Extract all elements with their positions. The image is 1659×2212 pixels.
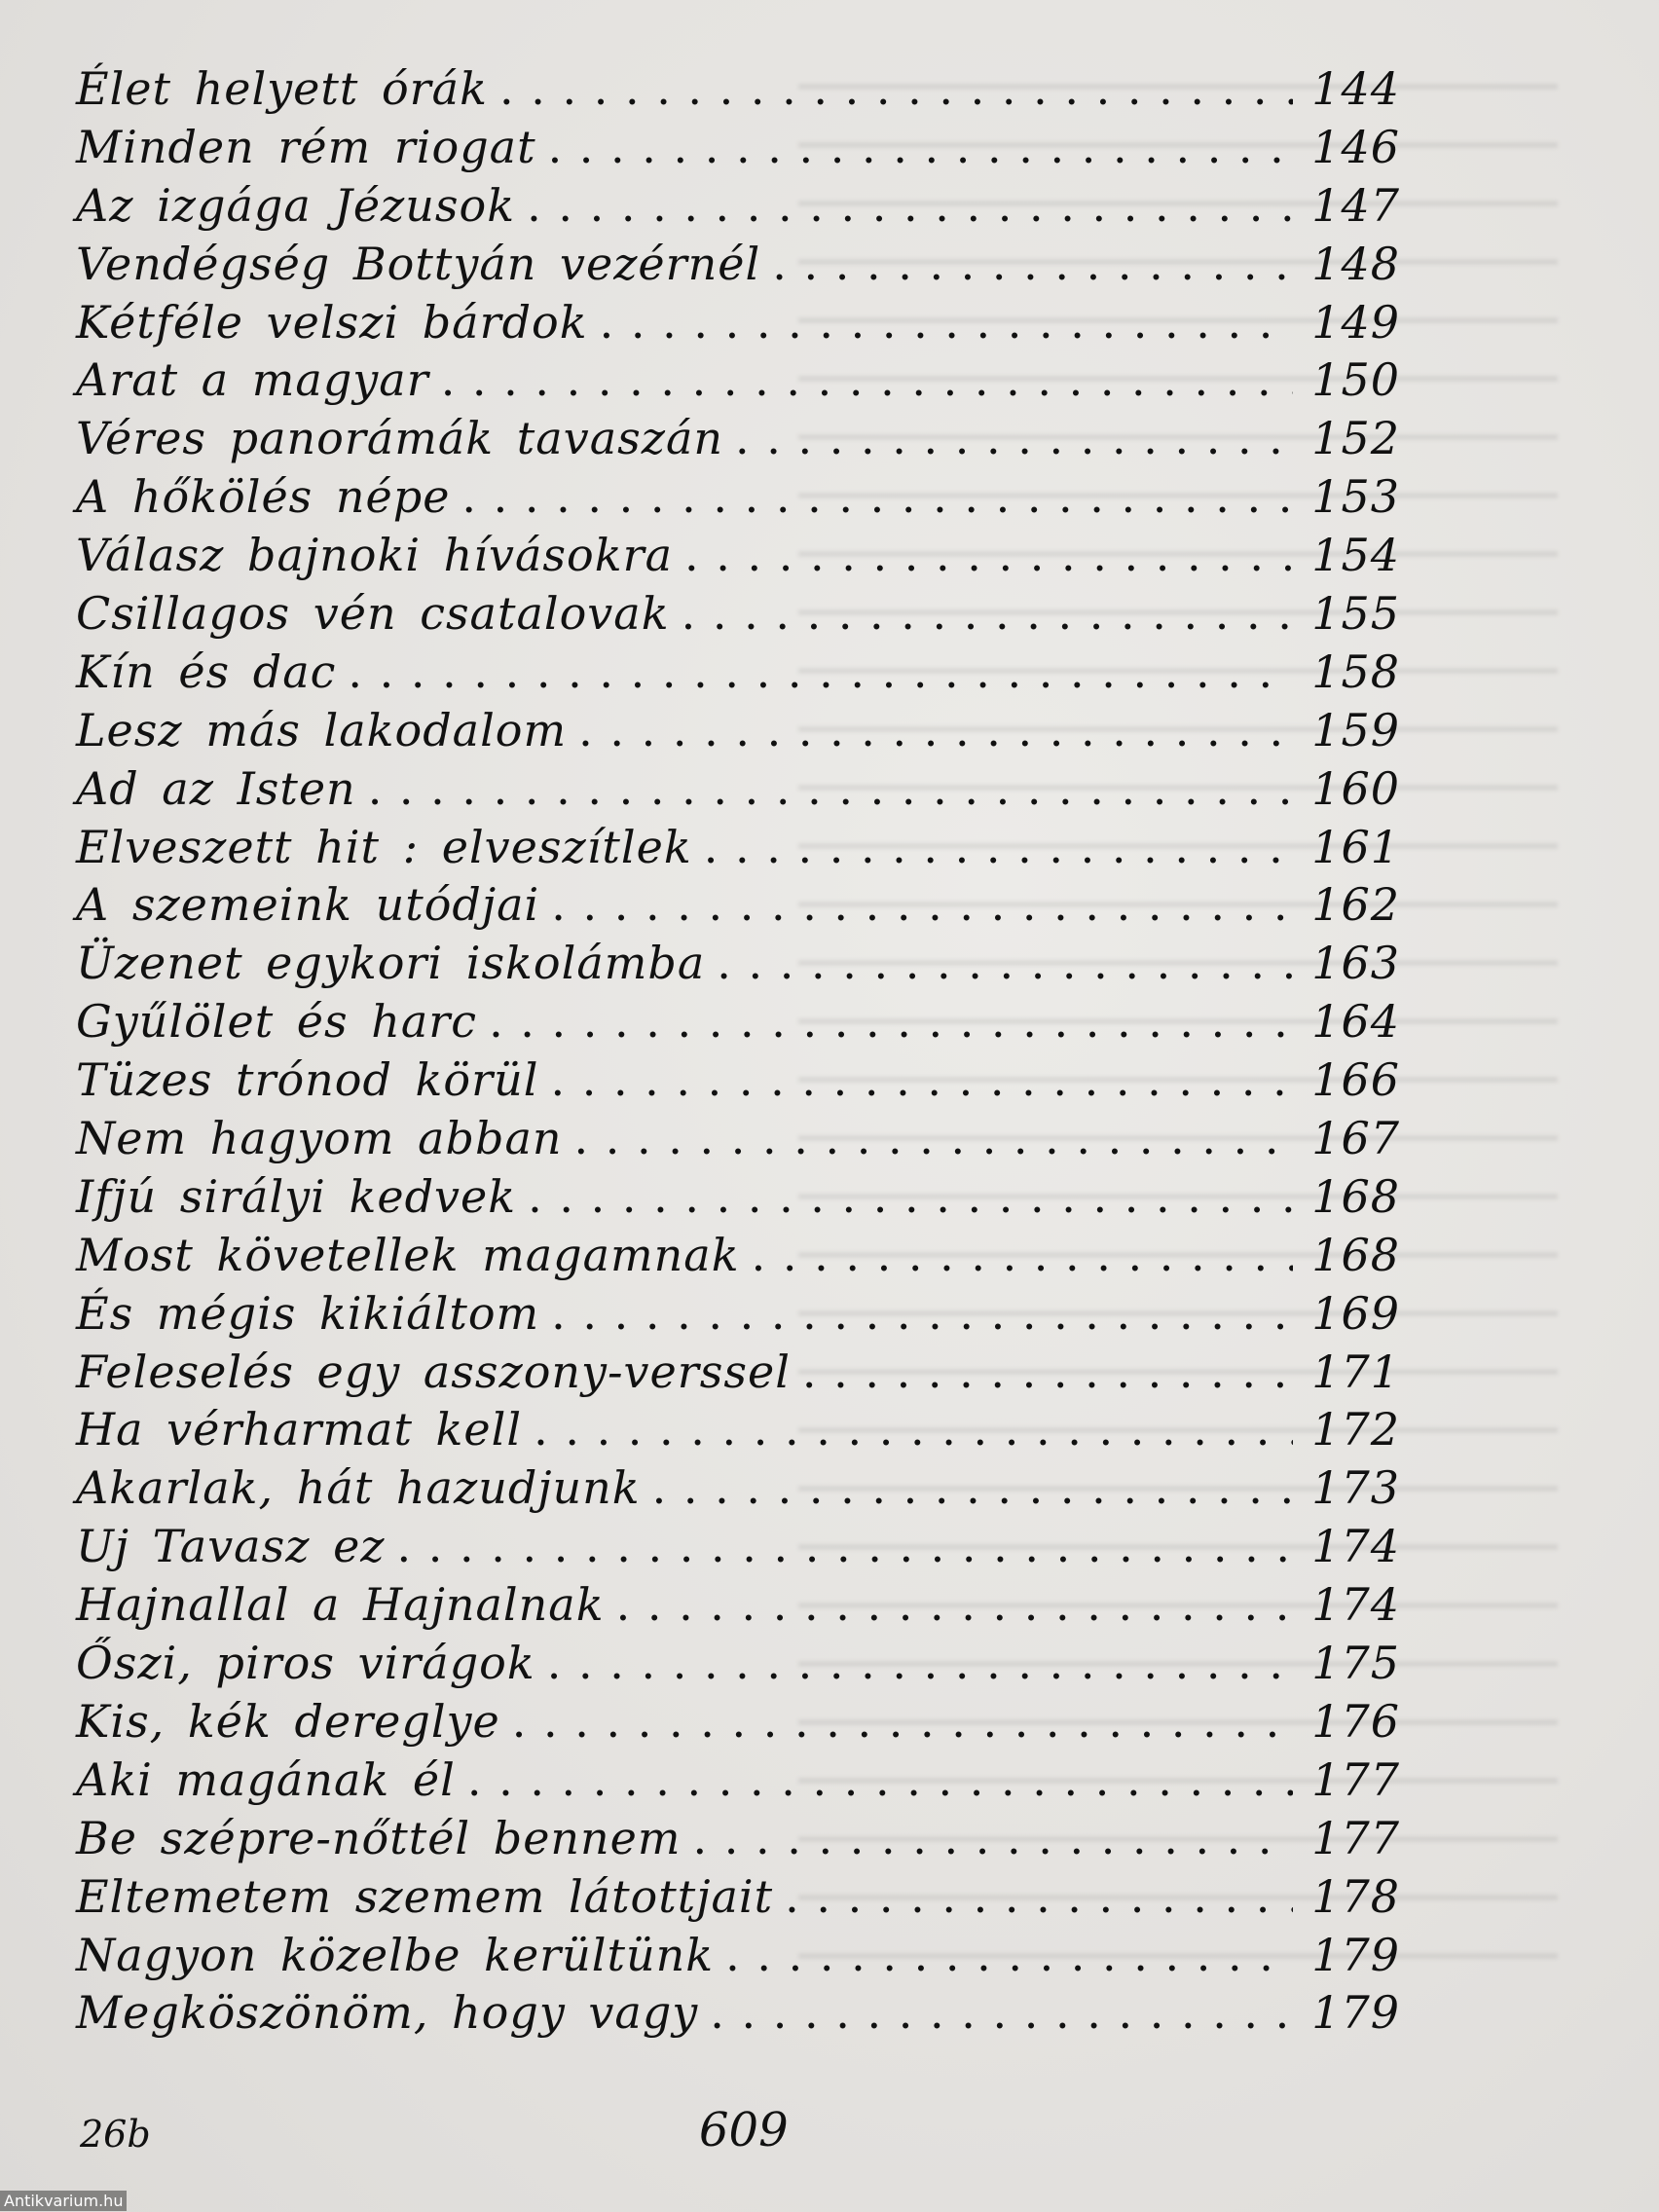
toc-entry-title: Ifjú sirályi kedvek: [76, 1169, 517, 1223]
toc-entry-page: 153: [1311, 470, 1400, 524]
dot-leader: [704, 819, 1293, 877]
toc-entry-page: 164: [1311, 995, 1400, 1049]
dot-leader: [616, 1576, 1293, 1635]
toc-entry: [76, 644, 1400, 702]
dot-leader: [578, 702, 1293, 760]
toc-entry-title: Vendégség Bottyán vezérnél: [76, 237, 761, 290]
toc-entry-title: Kis, kék dereglye: [76, 1694, 500, 1748]
toc-entry: [76, 1751, 1400, 1810]
toc-entry-title: Aki magának él: [76, 1752, 456, 1806]
toc-entry-title: A szemeink utódjai: [76, 878, 540, 932]
dot-leader: [752, 1227, 1293, 1285]
dot-leader: [547, 1635, 1293, 1693]
toc-entry-title: Őszi, piros virágok: [76, 1637, 535, 1690]
toc-entry-page: 174: [1311, 1578, 1400, 1632]
toc-entry-title: És mégis kikiáltom: [76, 1286, 540, 1340]
toc-entry-page: 150: [1311, 353, 1400, 407]
toc-entry-page: 144: [1311, 62, 1400, 115]
toc-entry: [76, 1051, 1400, 1110]
toc-entry-page: 179: [1311, 1928, 1400, 1981]
toc-entry-page: 171: [1311, 1345, 1400, 1398]
toc-entry-title: Kétféle velszi bárdok: [76, 295, 588, 349]
toc-entry-title: Tüzes trónod körül: [76, 1053, 539, 1107]
toc-entry: [76, 702, 1400, 760]
dot-leader: [684, 527, 1293, 585]
toc-entry-page: 159: [1311, 703, 1400, 756]
dot-leader: [467, 1751, 1293, 1810]
toc-entry: [76, 1576, 1400, 1635]
toc-entry: [76, 1927, 1400, 1985]
dot-leader: [441, 351, 1293, 410]
toc-entry-page: 172: [1311, 1403, 1400, 1456]
toc-entry-page: 174: [1311, 1520, 1400, 1573]
dot-leader: [693, 1810, 1293, 1868]
toc-entry-title: Az izgága Jézusok: [76, 178, 516, 232]
page-number: 609: [699, 2103, 789, 2157]
toc-entry-title: Minden rém riogat: [76, 120, 536, 173]
toc-entry: [76, 819, 1400, 877]
toc-entry-title: Be szépre-nőttél bennem: [76, 1811, 682, 1864]
toc-entry-title: Válasz bajnoki hívásokra: [76, 529, 674, 582]
dot-leader: [461, 468, 1293, 527]
dot-leader: [550, 1051, 1293, 1110]
toc-entry: [76, 60, 1400, 119]
toc-entry-page: 177: [1311, 1752, 1400, 1806]
toc-entry-title: Feleselés egy asszony-verssel: [76, 1345, 791, 1398]
toc-entry-page: 173: [1311, 1461, 1400, 1515]
toc-entry-page: 179: [1311, 1986, 1400, 2040]
dot-leader: [717, 935, 1293, 993]
toc-entry: [76, 876, 1400, 935]
dot-leader: [548, 119, 1293, 177]
toc-entry-title: Most követellek magamnak: [76, 1228, 740, 1281]
toc-entry-page: 160: [1311, 761, 1400, 815]
toc-entry-title: Lesz más lakodalom: [76, 703, 568, 756]
toc-entry: [76, 1110, 1400, 1168]
toc-entry-page: 168: [1311, 1169, 1400, 1223]
toc-entry: [76, 236, 1400, 294]
toc-entry-title: Gyűlölet és harc: [76, 995, 478, 1049]
toc-entry-page: 154: [1311, 529, 1400, 582]
dot-leader: [489, 993, 1293, 1051]
signature-mark: 26b: [80, 2113, 151, 2156]
dot-leader: [499, 60, 1293, 119]
dot-leader: [397, 1518, 1293, 1576]
toc-entry-title: Ha vérharmat kell: [76, 1403, 523, 1456]
toc-entry-page: 167: [1311, 1112, 1400, 1165]
toc-entry-title: Ad az Isten: [76, 761, 356, 815]
toc-entry-page: 149: [1311, 295, 1400, 349]
toc-entry-title: Hajnallal a Hajnalnak: [76, 1578, 605, 1632]
toc-entry: [76, 1984, 1400, 2043]
toc-entry-page: 163: [1311, 937, 1400, 990]
toc-entry: [76, 1810, 1400, 1868]
toc-entry-page: 168: [1311, 1228, 1400, 1281]
toc-entry: [76, 468, 1400, 527]
toc-entry-page: 177: [1311, 1811, 1400, 1864]
toc-entry-page: 147: [1311, 178, 1400, 232]
toc-entry-title: Uj Tavasz ez: [76, 1520, 386, 1573]
dot-leader: [710, 1984, 1293, 2043]
dot-leader: [551, 1285, 1293, 1344]
toc-entry-title: Elveszett hit : elveszítlek: [76, 820, 692, 873]
dot-leader: [785, 1868, 1293, 1927]
toc-entry: [76, 1168, 1400, 1227]
toc-entry-title: Nem hagyom abban: [76, 1112, 563, 1165]
toc-entry: [76, 527, 1400, 585]
toc-entry: [76, 1285, 1400, 1344]
toc-entry-title: Nagyon közelbe kerültünk: [76, 1928, 715, 1981]
toc-entry-page: 161: [1311, 820, 1400, 873]
toc-entry-page: 158: [1311, 645, 1400, 698]
dot-leader: [682, 585, 1293, 644]
toc-entry: [76, 760, 1400, 819]
toc-entry-title: Csillagos vén csatalovak: [76, 587, 670, 641]
toc-entry: [76, 585, 1400, 644]
toc-entry-page: 176: [1311, 1694, 1400, 1748]
toc-entry: [76, 1459, 1400, 1518]
toc-entry: [76, 1868, 1400, 1927]
dot-leader: [802, 1344, 1293, 1402]
toc-entry: [76, 177, 1400, 236]
dot-leader: [527, 177, 1293, 236]
toc-entry: [76, 119, 1400, 177]
toc-entry-page: 169: [1311, 1286, 1400, 1340]
toc-entry-title: Akarlak, hát hazudjunk: [76, 1461, 641, 1515]
toc-entry-title: Arat a magyar: [76, 353, 429, 407]
toc-entry-page: 178: [1311, 1869, 1400, 1923]
toc-entry: [76, 351, 1400, 410]
toc-entry-page: 175: [1311, 1637, 1400, 1690]
toc-entry-title: Eltemetem szemem látottjait: [76, 1869, 774, 1923]
toc-entry: [76, 294, 1400, 352]
dot-leader: [348, 644, 1293, 702]
toc-entry-page: 155: [1311, 587, 1400, 641]
toc-entry: [76, 410, 1400, 468]
dot-leader: [652, 1459, 1293, 1518]
toc-entry-page: 152: [1311, 412, 1400, 465]
dot-leader: [600, 294, 1293, 352]
toc-entry: [76, 1227, 1400, 1285]
dot-leader: [528, 1168, 1293, 1227]
dot-leader: [534, 1401, 1293, 1459]
toc-entry: [76, 1401, 1400, 1459]
toc-entry-title: Véres panorámák tavaszán: [76, 412, 724, 465]
watermark: Antikvarium.hu: [0, 2191, 127, 2211]
dot-leader: [725, 1927, 1293, 1985]
dot-leader: [551, 876, 1293, 935]
dot-leader: [368, 760, 1293, 819]
table-of-contents: [76, 60, 1400, 2043]
toc-entry-page: 162: [1311, 878, 1400, 932]
toc-entry-page: 148: [1311, 237, 1400, 290]
toc-entry: [76, 1344, 1400, 1402]
toc-entry-title: A hőkölés népe: [76, 470, 451, 524]
toc-entry: [76, 1635, 1400, 1693]
toc-entry-page: 166: [1311, 1053, 1400, 1107]
toc-entry-page: 146: [1311, 120, 1400, 173]
dot-leader: [772, 236, 1293, 294]
toc-entry: [76, 1518, 1400, 1576]
toc-entry-title: Megköszönöm, hogy vagy: [76, 1986, 699, 2040]
dot-leader: [735, 410, 1293, 468]
toc-entry: [76, 935, 1400, 993]
dot-leader: [512, 1693, 1293, 1751]
dot-leader: [574, 1110, 1293, 1168]
toc-entry: [76, 993, 1400, 1051]
toc-entry-title: Kín és dac: [76, 645, 337, 698]
toc-entry: [76, 1693, 1400, 1751]
toc-entry-title: Üzenet egykori iskolámba: [76, 937, 706, 990]
toc-entry-title: Élet helyett órák: [76, 62, 488, 115]
